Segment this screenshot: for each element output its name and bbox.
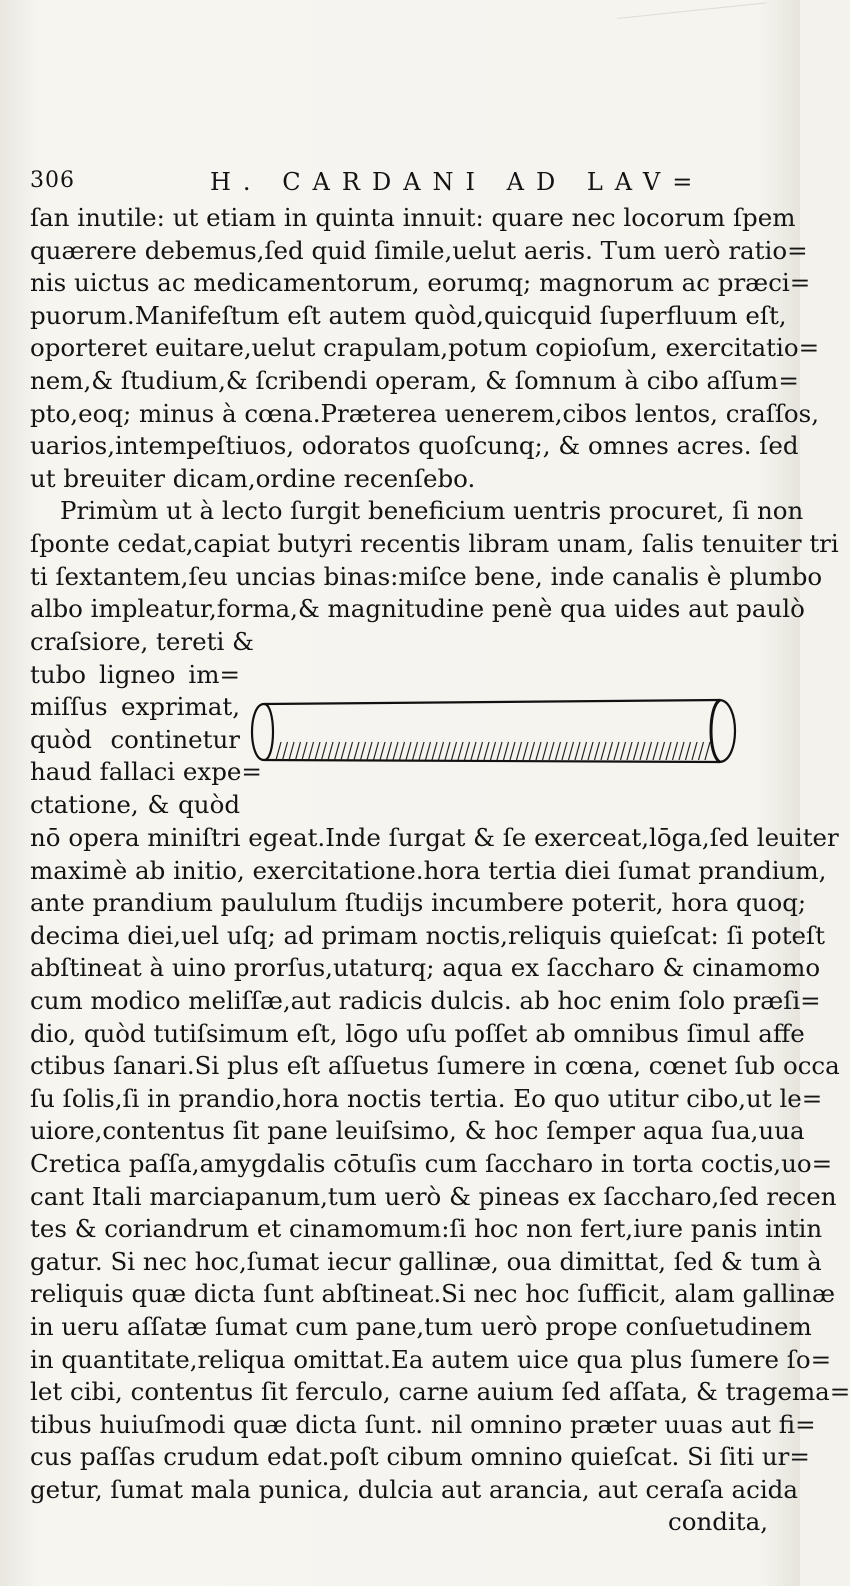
text-line: ſan inutile: ut etiam in quinta innuit: quare nec locorum ſpem xyxy=(30,203,796,232)
text-line: let cibi, contentus ſit ferculo, carne auium ſed aſſata, & tragema= xyxy=(30,1377,850,1407)
lead-tube-illustration-icon xyxy=(246,690,746,774)
text-line: tubo ligneo im= xyxy=(30,659,240,689)
text-line: ut breuiter dicam,ordine recenſebo. xyxy=(30,463,476,493)
text-line: tes & coriandrum et cinamomum:ſi hoc non fert,iure panis intin xyxy=(30,1214,823,1244)
text-block-top xyxy=(30,202,839,626)
text-line: pto,eoq; minus à cœna.Præterea uenerem,cibos lentos, craſſos, xyxy=(30,398,820,428)
text-line: ſponte cedat,capiat butyri recentis libram unam, ſalis tenuiter tri xyxy=(30,528,839,558)
text-line: cant Itali marciapanum,tum uerò & pineas ex ſaccharo,ſed recen xyxy=(30,1181,837,1211)
text-line: nō opera miniſtri egeat.Inde ſurgat & ſe exerceat,lōga,ſed leuiter xyxy=(30,823,839,852)
text-line: miſſus exprimat, xyxy=(30,692,240,722)
text-block-bottom xyxy=(30,822,850,1539)
text-line: uiore,contentus ſit pane leuiſsimo, & hoc ſemper aqua ſua,uua xyxy=(30,1116,805,1146)
text-line: craſsiore, tereti & xyxy=(30,627,254,656)
text-line: ti ſextantem,ſeu uncias binas:miſce bene, inde canalis è plumbo xyxy=(30,561,823,591)
text-line: puorum.Manifeſtum eſt autem quòd,quicquid ſuperfluum eſt, xyxy=(30,300,787,330)
text-line: in ueru aſſatæ ſumat cum pane,tum uerò prope conſuetudinem xyxy=(30,1311,812,1341)
text-line: ctatione, & quòd xyxy=(30,789,240,819)
text-line: getur, ſumat mala punica, dulcia aut arancia, aut ceraſa acida xyxy=(30,1474,798,1504)
text-line: quòd continetur xyxy=(30,724,240,754)
page-smudge xyxy=(617,2,773,78)
catchword: condita, xyxy=(667,1507,768,1537)
text-line: ante prandium paululum ſtudijs incumbere poterit, hora quoq; xyxy=(30,888,807,918)
text-line: albo impleatur,forma,& magnitudine penè qua uides aut paulò xyxy=(30,594,805,624)
text-line: dio, quòd tutiſsimum eſt, lōgo uſu poſſet ab omnibus ſimul affe xyxy=(30,1018,805,1048)
paragraph-start-line: Primùm ut à lecto ſurgit beneficium uentris procuret, ſi non xyxy=(60,496,804,526)
text-line: quærere debemus,ſed quid ſimile,uelut aeris. Tum uerò ratio= xyxy=(30,235,808,265)
page-header xyxy=(30,168,770,202)
text-line: abſtineat à uino prorſus,utaturq; aqua ex ſaccharo & cinamomo xyxy=(30,953,821,983)
text-block-beside-figure xyxy=(30,626,262,822)
text-line: Cretica paſſa,amygdalis cōtuſis cum ſaccharo in torta coctis,uo= xyxy=(30,1148,833,1178)
page-number: 306 xyxy=(30,168,75,193)
text-line: cus paſſas crudum edat.poſt cibum omnino quieſcat. Si ſiti ur= xyxy=(30,1442,810,1472)
text-line: in quantitate,reliqua omittat.Ea autem uice qua plus ſumere ſo= xyxy=(30,1344,832,1374)
text-line: decima diei,uel uſq; ad primam noctis,reliquis quieſcat: ſi poteſt xyxy=(30,920,825,950)
text-line: oporteret euitare,uelut crapulam,potum copioſum, exercitatio= xyxy=(30,333,820,363)
text-line: nis uictus ac medicamentorum, eorumq; magnorum ac præci= xyxy=(30,268,811,298)
text-line: gatur. Si nec hoc,ſumat iecur gallinæ, oua dimittat, ſed & tum à xyxy=(30,1246,822,1276)
text-line: reliquis quæ dicta ſunt abſtineat.Si nec hoc ſufficit, alam gallinæ xyxy=(30,1279,836,1309)
running-head: H. CARDANI AD LAV= xyxy=(210,168,705,196)
text-line: haud fallaci expe= xyxy=(30,757,262,787)
text-line: cum modico meliſſæ,aut radicis dulcis. ab hoc enim ſolo præſi= xyxy=(30,985,821,1015)
text-line: nem,& ſtudium,& ſcribendi operam, & ſomnum à cibo aſſum= xyxy=(30,365,799,395)
text-line: ſu ſolis,ſi in prandio,hora noctis tertia. Eo quo utitur cibo,ut le= xyxy=(30,1083,823,1113)
text-line: maximè ab initio, exercitatione.hora tertia diei ſumat prandium, xyxy=(30,855,827,885)
text-line: ctibus ſanari.Si plus eſt aſſuetus ſumere in cœna, cœnet ſub occa xyxy=(30,1051,840,1081)
text-line: uarios,intempeſtiuos, odoratos quoſcunq;, & omnes acres. ſed xyxy=(30,431,799,461)
text-line: tibus huiuſmodi quæ dicta ſunt. nil omnino præter uuas aut fi= xyxy=(30,1409,816,1439)
